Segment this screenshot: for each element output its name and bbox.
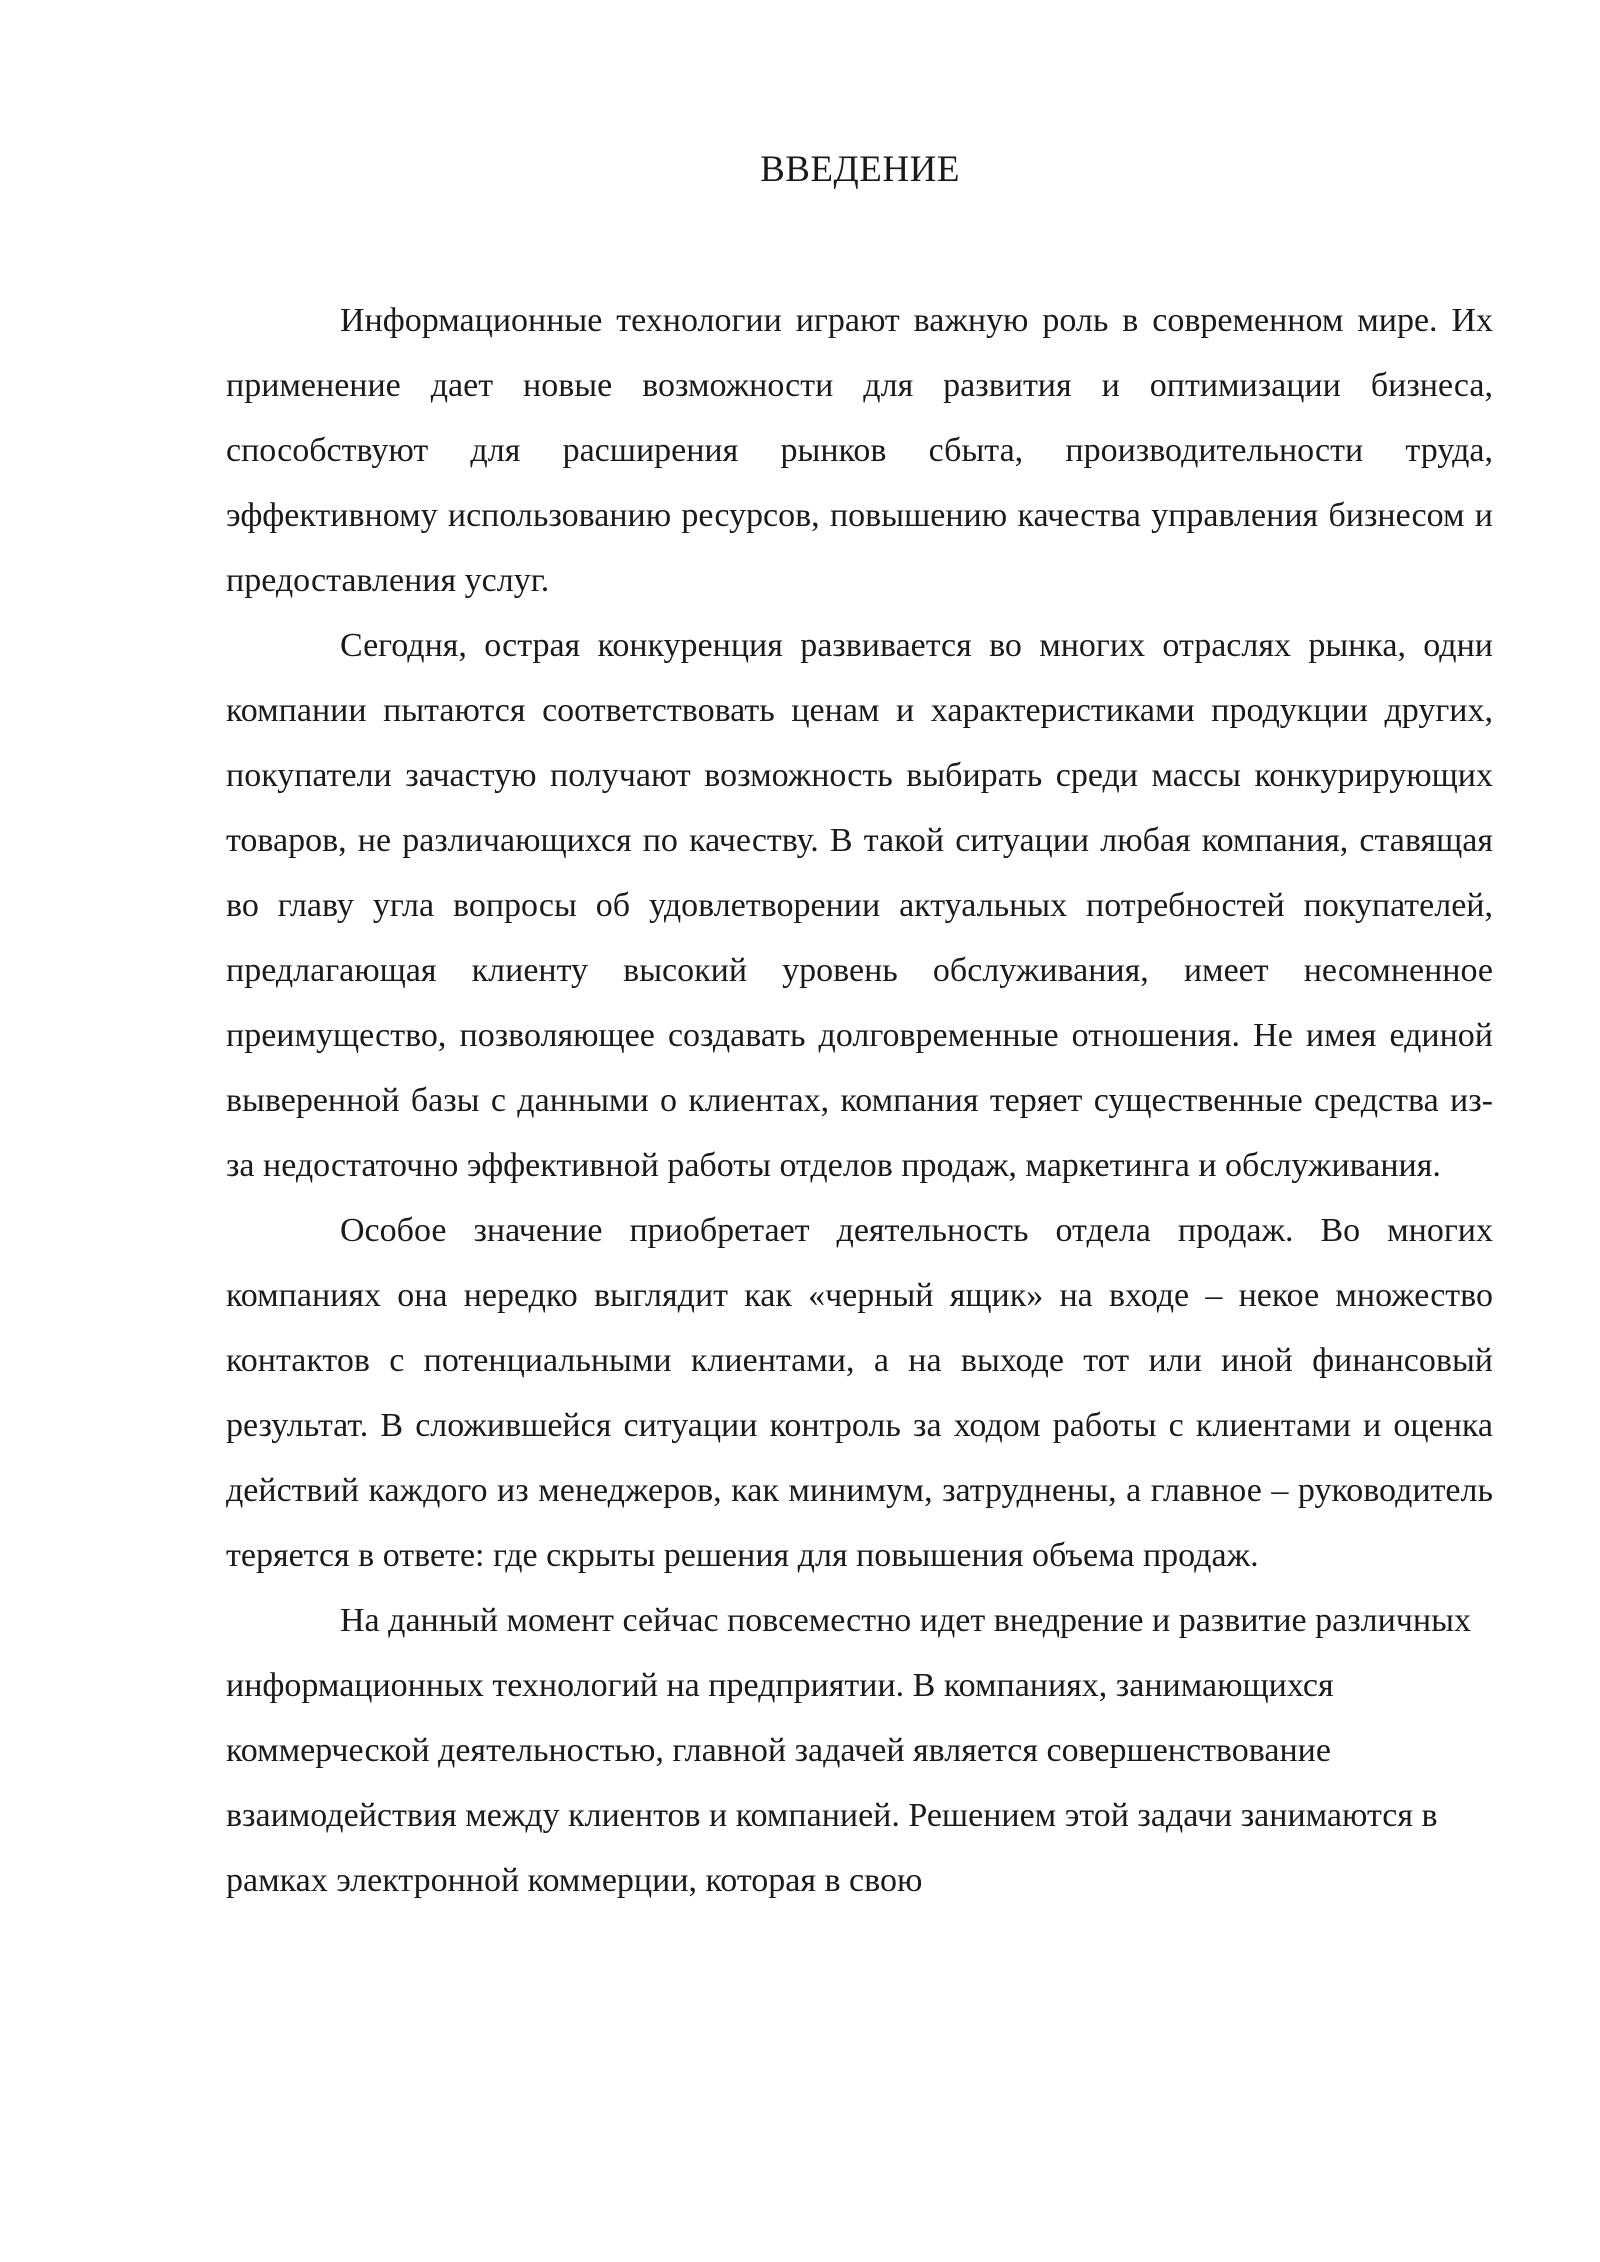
paragraph-3: Особое значение приобретает деятельность отдела продаж. Во многих компаниях она нередко выглядит как «черный ящик» на входе – некое множество контактов с потенциальными клиентами, а на выходе тот или иной финансовый результат. В сложившейся ситуации контроль за ходом работы с клиентами и оценка действий каждого из менеджеров, как минимум, затруднены, а главное – руководитель теряется в ответе: где скрыты решения для повышения объема продаж.	[226, 1212, 1493, 1574]
paragraph-2: Сегодня, острая конкуренция развивается во многих отраслях рынка, одни компании пытаются соответствовать ценам и характеристиками продукции других, покупатели зачастую получают возможность выбирать среди массы конкурирующих товаров, не различающихся по качеству. В такой ситуации любая компания, ставящая во главу угла вопросы об удовлетворении актуальных потребностей покупателей, предлагающая клиенту высокий уровень обслуживания, имеет несомненное преимущество, позволяющее создавать долговременные отношения. Не имея единой выверенной базы с данными о клиентах, компания теряет существенные средства из-за недостаточно эффективной работы отделов продаж, маркетинга и обслуживания.	[226, 627, 1493, 1184]
body-text	[226, 288, 1493, 1913]
paragraph-4: На данный момент сейчас повсеместно идет внедрение и развитие различных информационных технологий на предприятии. В компаниях, занимающихся коммерческой деятельностью, главной задачей является совершенствование взаимодействия между клиентов и компанией. Решением этой задачи занимаются в рамках электронной коммерции, которая в свою	[226, 1602, 1471, 1899]
paragraph-1: Информационные технологии играют важную роль в современном мире. Их применение дает новые возможности для развития и оптимизации бизнеса, способствуют для расширения рынков сбыта, производительности труда, эффективному использованию ресурсов, повышению качества управления бизнесом и предоставления услуг.	[226, 302, 1493, 599]
page-title: ВВЕДЕНИЕ	[760, 149, 960, 190]
